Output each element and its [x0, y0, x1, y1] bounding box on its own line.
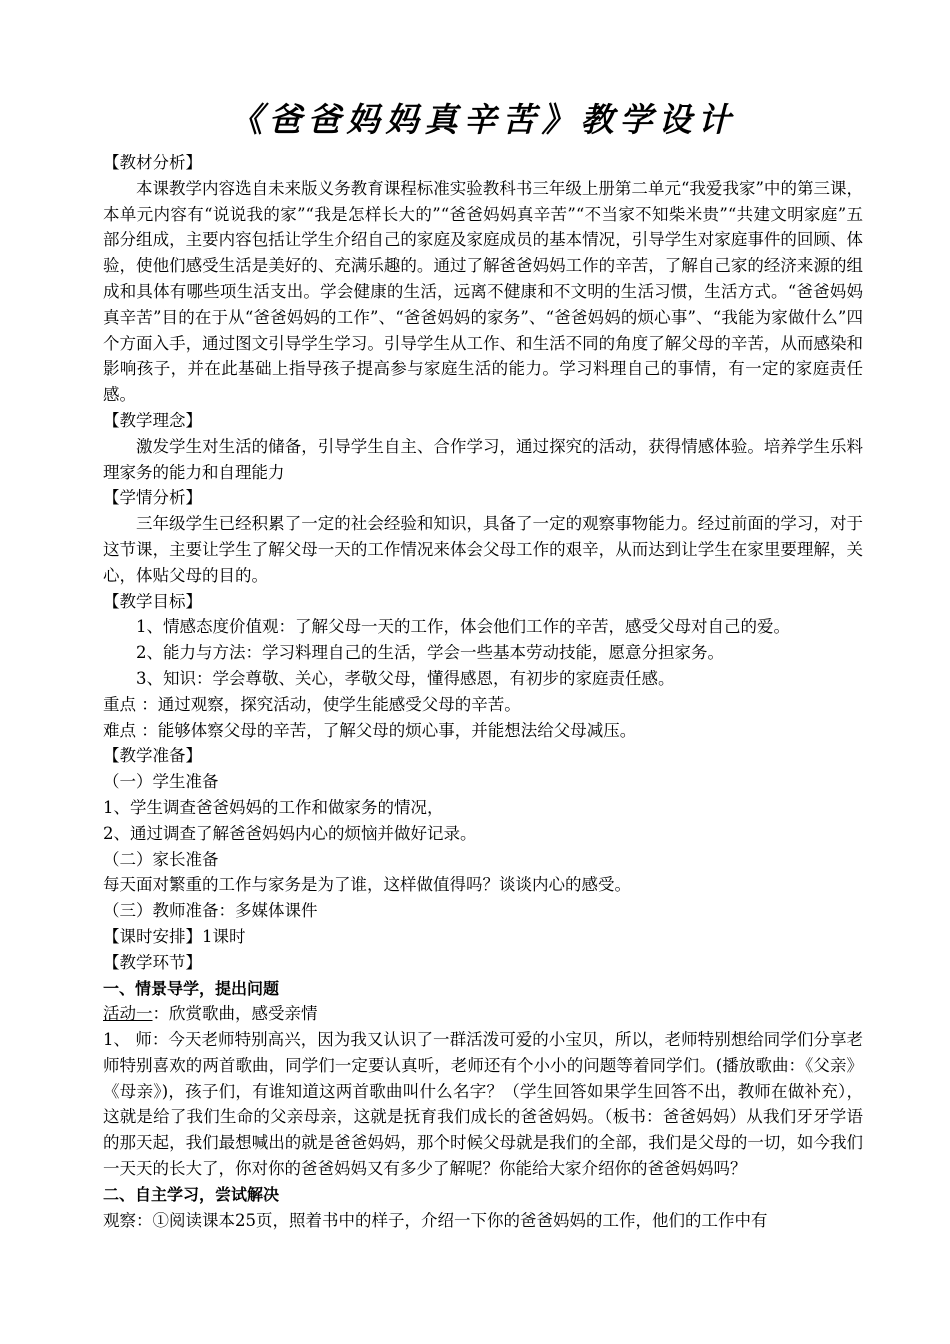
- goal-item: 1、情感态度价值观：了解父母一天的工作，体会他们工作的辛苦，感受父母对自己的爱。: [136, 617, 790, 637]
- step1-title: 一、情景导学，提出问题: [103, 978, 280, 998]
- section-heading-students: 【学情分析】: [103, 488, 202, 508]
- activity1-label: 活动一: [103, 1004, 153, 1024]
- prep-parents-heading: （二）家长准备: [103, 849, 219, 869]
- goal-item: 3、知识：学会尊敬、关心，孝敬父母，懂得感恩，有初步的家庭责任感。: [136, 668, 675, 688]
- paragraph-students: 三年级学生已经积累了一定的社会经验和知识，具备了一定的观察事物能力。经过前面的学习，对于这节课，主要让学生了解父母一天的工作情况来体会父母工作的艰辛，从而达到让学生在家里要理解，关心，体贴父母的目的。: [103, 514, 863, 585]
- activity1-text: ：欣赏歌曲，感受亲情: [152, 1004, 318, 1024]
- step2-title: 二、自主学习，尝试解决: [103, 1184, 280, 1204]
- schedule: 【课时安排】1课时: [103, 926, 246, 946]
- section-heading-idea: 【教学理念】: [103, 410, 202, 430]
- section-heading-analysis: 【教材分析】: [103, 153, 202, 172]
- section-heading-prep: 【教学准备】: [103, 746, 202, 766]
- section-heading-steps: 【教学环节】: [103, 952, 202, 972]
- difficulty: 难点 ：能够体察父母的辛苦，了解父母的烦心事，并能想法给父母减压。: [103, 720, 637, 740]
- key-point: 重点 ：通过观察，探究活动，使学生能感受父母的辛苦。: [103, 694, 521, 714]
- paragraph-idea: 激发学生对生活的储备，引导学生自主、合作学习，通过探究的活动，获得情感体验。培养学生乐料理家务的能力和自理能力: [103, 436, 863, 482]
- prep-students-item: 1、学生调查爸爸妈妈的工作和做家务的情况，: [103, 797, 444, 817]
- prep-parents-item: 每天面对繁重的工作与家务是为了谁，这样做值得吗？谈谈内心的感受。: [103, 875, 631, 895]
- paragraph-analysis: 本课教学内容选自未来版义务教育课程标准实验教科书三年级上册第二单元“我爱我家”中的第三课，本单元内容有“说说我的家”“我是怎样长大的”“爸爸妈妈真辛苦”“不当家不知柴米贵”“共建文明家庭”五部分组成，主要内容包括让学生介绍自己的家庭及家庭成员的基本情况，引导学生对家庭事件的回顾、体验，使他们感受生活是美好的、充满乐趣的。通过了解爸爸妈妈工作的辛苦，了解自己家的经济来源的组成和具体有哪些项生活支出。学会健康的生活，远离不健康和不文明的生活习惯，生活方式。“爸爸妈妈真辛苦”目的在于从“爸爸妈妈的工作”、“爸爸妈妈的家务”、“爸爸妈妈的烦心事”、“我能为家做什么”四个方面入手，通过图文引导学生学习。引导学生从工作、和生活不同的角度了解父母的辛苦，从而感染和影响孩子，并在此基础上指导孩子提高参与家庭生活的能力。学习料理自己的事情，有一定的家庭责任感。: [103, 178, 863, 405]
- prep-teacher: （三）教师准备：多媒体课件: [103, 901, 318, 921]
- goal-item: 2、能力与方法：学习料理自己的生活，学会一些基本劳动技能，愿意分担家务。: [136, 643, 724, 663]
- step1-paragraph: 1、 师：今天老师特别高兴，因为我又认识了一群活泼可爱的小宝贝，所以，老师特别想给同学们分享老师特别喜欢的两首歌曲，同学们一定要认真听，老师还有个小小的问题等着同学们。(播放歌曲：《父亲》《母亲》)，孩子们，有谁知道这两首歌曲叫什么名字？（学生回答如果学生回答不出，教师在做补充），这就是给了我们生命的父亲母亲，这就是抚育我们成长的爸爸妈妈。（板书：爸爸妈妈）从我们牙牙学语的那天起，我们最想喊出的就是爸爸妈妈，那个时候父母就是我们的全部，我们是父母的一切，如今我们一天天的长大了，你对你的爸爸妈妈又有多少了解呢？你能给大家介绍你的爸爸妈妈吗？: [103, 1030, 863, 1179]
- section-heading-goals: 【教学目标】: [103, 591, 202, 611]
- prep-students-heading: （一）学生准备: [103, 772, 219, 792]
- observe-line: 观察：①阅读课本25页，照着书中的样子，介绍一下你的爸爸妈妈的工作，他们的工作中有: [103, 1210, 768, 1230]
- prep-students-item: 2、通过调查了解爸爸妈妈内心的烦恼并做好记录。: [103, 823, 477, 843]
- activity1-line: [103, 1001, 863, 1027]
- document-title: 《爸爸妈妈真辛苦》教学设计: [229, 100, 737, 139]
- document-page: [103, 100, 863, 1233]
